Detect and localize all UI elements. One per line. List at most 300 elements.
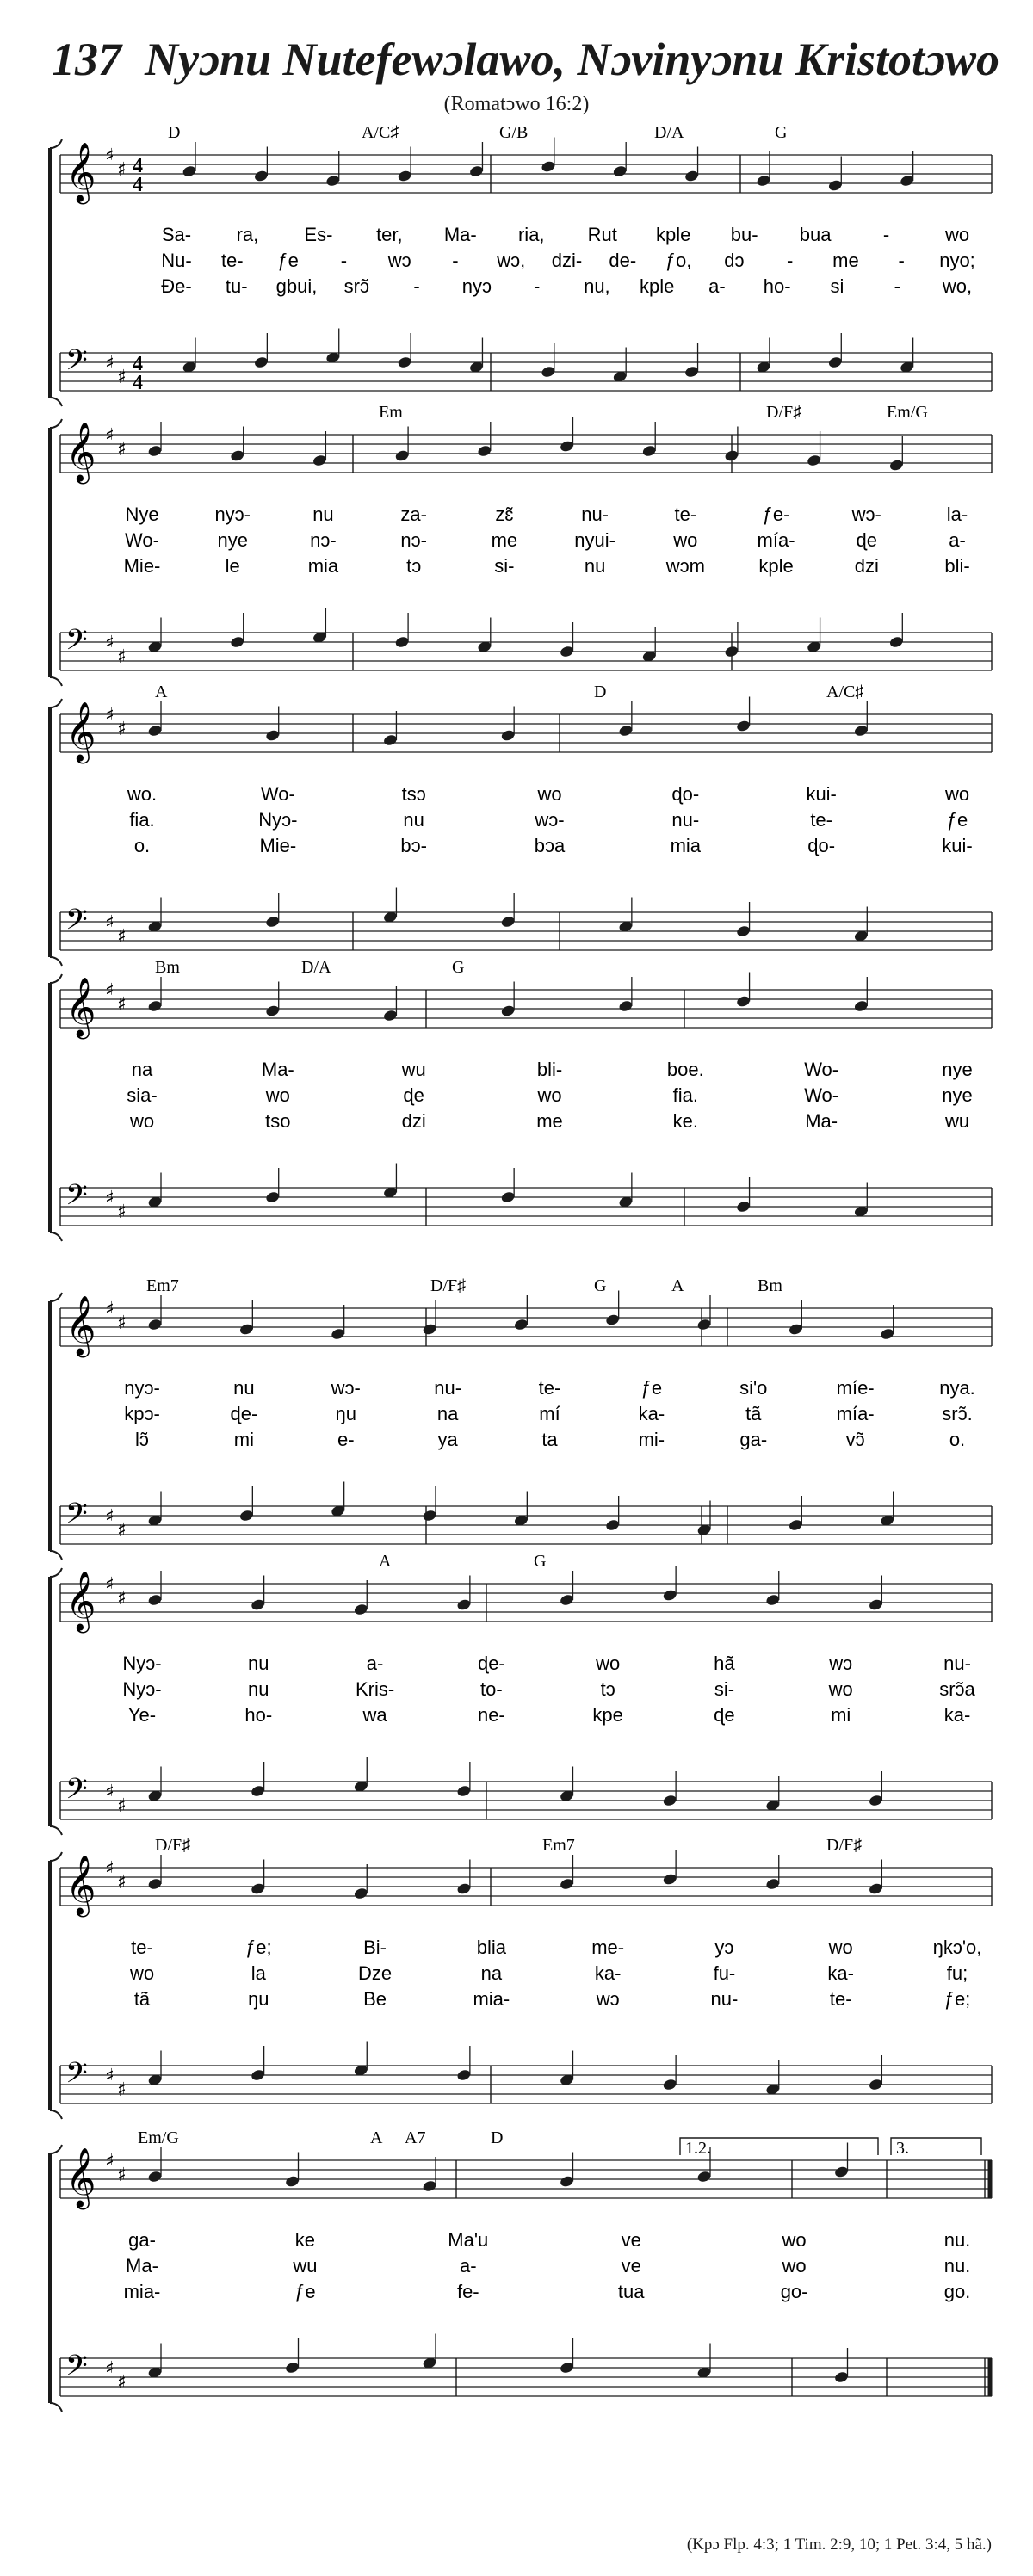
lyric-syllable: fe-: [456, 2281, 479, 2302]
chord-symbol: D: [491, 2128, 504, 2147]
lyric-syllable: me: [832, 250, 859, 271]
lyric-syllable: nu: [233, 1377, 255, 1399]
note-head: [541, 160, 556, 173]
lyric-syllable: bɔa: [534, 835, 566, 856]
lyric-syllable: wo: [265, 1084, 290, 1106]
lyric-syllable: te-: [538, 1377, 561, 1399]
chord-symbol: G/B: [499, 123, 529, 142]
lyric-syllable: wo: [129, 1962, 155, 1984]
lyric-syllable: ƒo,: [665, 250, 692, 271]
lyric-syllable: te-: [810, 809, 833, 831]
lyric-syllable: vɔ̃: [845, 1429, 865, 1450]
time-signature-top: 4: [133, 353, 143, 375]
sharp-icon: ♯: [117, 646, 127, 668]
note-head: [834, 2165, 850, 2178]
lyric-syllable: ve: [621, 2255, 641, 2276]
lyric-syllable: Wo-: [125, 529, 159, 551]
note-head: [724, 449, 739, 462]
lyric-syllable: Sa-: [161, 224, 192, 245]
chord-symbol: G: [775, 123, 788, 142]
note-head: [325, 174, 341, 187]
note-head: [251, 1882, 266, 1895]
bass-clef-icon: 𝄢: [65, 1179, 88, 1219]
lyric-syllable: nyɔ: [461, 275, 492, 297]
lyric-syllable: ɖe: [856, 529, 878, 551]
note-head: [251, 1784, 266, 1797]
chord-symbol: D: [594, 683, 607, 701]
system-5: [50, 1276, 992, 1560]
lyric-syllable: Dze: [358, 1962, 393, 1984]
lyric-syllable: go-: [780, 2281, 808, 2302]
lyric-syllable: a-: [366, 1652, 384, 1674]
lyric-syllable: ƒe: [946, 809, 968, 831]
lyric-syllable: wo: [944, 783, 970, 805]
lyric-syllable: nu: [248, 1678, 269, 1700]
treble-clef-icon: 𝄞: [65, 701, 96, 762]
lyric-syllable: Nyɔ-: [122, 1678, 162, 1700]
note-head: [147, 1318, 163, 1331]
sharp-icon: ♯: [105, 1858, 114, 1880]
lyric-syllable: bli-: [536, 1059, 563, 1080]
note-head: [500, 1004, 516, 1017]
sharp-icon: ♯: [117, 439, 127, 460]
note-head: [251, 2068, 266, 2081]
treble-clef-icon: 𝄞: [65, 142, 96, 202]
lyric-syllable: nɔ-: [310, 529, 337, 551]
lyric-syllable: ƒe: [640, 1377, 663, 1399]
sharp-icon: ♯: [105, 633, 114, 654]
lyric-syllable: srɔ̃a: [939, 1678, 975, 1700]
lyric-syllable: lɔ̃: [135, 1429, 149, 1450]
note-head: [696, 1318, 712, 1331]
lyric-syllable: mía-: [836, 1403, 875, 1424]
lyric-syllable: nu-: [943, 1652, 971, 1674]
lyric-syllable: -: [413, 275, 420, 297]
lyric-syllable: ta: [541, 1429, 558, 1450]
lyric-syllable: me: [536, 1110, 563, 1132]
lyric-syllable: si'o: [739, 1377, 768, 1399]
note-head: [900, 174, 915, 187]
lyric-syllable: wu: [401, 1059, 426, 1080]
lyric-syllable: na: [131, 1059, 153, 1080]
lyric-syllable: Bi-: [363, 1937, 387, 1958]
lyric-syllable: dzi-: [551, 250, 583, 271]
lyric-syllable: Mie-: [259, 835, 297, 856]
system-8: [50, 2128, 992, 2412]
lyric-syllable: nya.: [939, 1377, 975, 1399]
lyric-syllable: Be: [363, 1988, 387, 2010]
bass-clef-icon: 𝄢: [65, 1773, 88, 1813]
lyric-syllable: tsɔ: [401, 783, 426, 805]
chord-symbol: A: [379, 1552, 392, 1571]
lyric-syllable: Ma-: [261, 1059, 294, 1080]
chord-symbol: D/A: [654, 123, 684, 142]
lyric-syllable: gbui,: [275, 275, 318, 297]
note-head: [736, 995, 752, 1008]
lyric-syllable: wɔ-: [535, 809, 565, 831]
treble-clef-icon: 𝄞: [65, 1855, 96, 1915]
note-head: [422, 1509, 437, 1522]
lyric-syllable: Ɖe-: [161, 275, 192, 297]
lyric-syllable: wo: [828, 1678, 853, 1700]
system-1: [50, 123, 992, 406]
lyric-syllable: nyo;: [939, 250, 975, 271]
lyric-syllable: ƒe: [277, 250, 299, 271]
note-head: [253, 170, 269, 182]
chord-symbol: A/C♯: [362, 123, 399, 142]
treble-clef-icon: 𝄞: [65, 2147, 96, 2208]
lyric-syllable: ɖe-: [230, 1403, 258, 1424]
note-head: [788, 1323, 803, 1336]
lyric-syllable: le: [225, 555, 240, 577]
lyric-syllable: mi-: [638, 1429, 665, 1450]
lyric-syllable: tɔ: [600, 1678, 615, 1700]
lyric-syllable: de-: [609, 250, 637, 271]
sharp-icon: ♯: [105, 2151, 114, 2172]
chord-symbol: Em7: [542, 1836, 575, 1855]
lyric-syllable: si-: [714, 1678, 735, 1700]
lyric-syllable: za-: [400, 503, 427, 525]
lyric-syllable: wo: [828, 1937, 853, 1958]
sharp-icon: ♯: [105, 1299, 114, 1320]
note-head: [641, 444, 657, 457]
bass-clef-icon: 𝄢: [65, 2350, 88, 2389]
treble-clef-icon: 𝄞: [65, 977, 96, 1037]
bass-clef-icon: 𝄢: [65, 624, 88, 664]
bass-clef-icon: 𝄢: [65, 2057, 88, 2097]
lyric-syllable: mía-: [757, 529, 795, 551]
time-signature-top: 4: [133, 155, 143, 177]
lyric-syllable: ke.: [672, 1110, 699, 1132]
note-head: [331, 1327, 346, 1340]
lyric-syllable: Nu-: [161, 250, 192, 271]
lyric-syllable: nyɔ-: [124, 1377, 160, 1399]
lyric-syllable: ria,: [517, 224, 545, 245]
lyric-syllable: wɔ-: [331, 1377, 361, 1399]
scripture-reference: (Romatɔwo 16:2): [443, 93, 590, 115]
lyric-syllable: kui-: [942, 835, 973, 856]
note-head: [736, 924, 752, 937]
lyric-syllable: o.: [949, 1429, 966, 1450]
lyric-syllable: la: [251, 1962, 266, 1984]
sharp-icon: ♯: [117, 1313, 127, 1334]
lyric-syllable: ƒe;: [943, 1988, 971, 2010]
note-head: [382, 1009, 398, 1022]
lyric-syllable: fia.: [129, 809, 155, 831]
note-head: [422, 1323, 437, 1336]
note-head: [147, 1877, 163, 1890]
lyric-syllable: wɔm: [665, 555, 705, 577]
lyric-syllable: mia-: [123, 2281, 161, 2302]
lyric-syllable: nu,: [584, 275, 610, 297]
note-head: [560, 645, 575, 658]
lyric-syllable: nu: [248, 1652, 269, 1674]
chord-symbol: D: [168, 123, 181, 142]
lyric-syllable: wɔ: [829, 1652, 853, 1674]
lyric-syllable: ƒe: [294, 2281, 316, 2302]
chord-symbol: G: [534, 1552, 547, 1571]
lyric-syllable: a-: [460, 2255, 477, 2276]
lyric-syllable: si-: [494, 555, 515, 577]
chord-symbol: Em/G: [887, 403, 928, 422]
note-head: [265, 915, 281, 928]
sharp-icon: ♯: [105, 425, 114, 447]
lyric-syllable: a-: [708, 275, 726, 297]
note-head: [560, 2361, 575, 2374]
lyric-syllable: wo: [596, 1652, 621, 1674]
chord-symbol: A/C♯: [826, 683, 864, 701]
lyric-syllable: mi: [831, 1704, 851, 1726]
note-head: [684, 170, 700, 182]
lyric-syllable: te-: [131, 1937, 153, 1958]
note-head: [560, 440, 575, 453]
lyric-syllable: boe.: [666, 1059, 704, 1080]
sharp-icon: ♯: [117, 994, 127, 1016]
note-head: [456, 2068, 472, 2081]
note-head: [868, 1882, 883, 1895]
lyric-syllable: wo: [944, 224, 970, 245]
note-head: [238, 1323, 254, 1336]
note-head: [765, 1877, 781, 1890]
treble-clef-icon: 𝄞: [65, 1295, 96, 1356]
note-head: [251, 1598, 266, 1611]
lyric-syllable: nye: [217, 529, 248, 551]
note-head: [756, 174, 771, 187]
lyric-syllable: to-: [480, 1678, 503, 1700]
note-head: [353, 1887, 368, 1900]
lyric-syllable: wo,: [942, 275, 973, 297]
lyric-syllable: tu-: [225, 275, 248, 297]
sharp-icon: ♯: [117, 1202, 127, 1223]
lyric-syllable: wu: [293, 2255, 318, 2276]
lyric-syllable: ŋkɔ'o,: [932, 1937, 982, 1958]
lyric-syllable: e-: [337, 1429, 355, 1450]
lyric-syllable: Ma-: [805, 1110, 838, 1132]
song-title: Nyɔnu Nutefewɔlawo, Nɔvinyɔnu Kristotɔwo: [145, 34, 999, 85]
lyric-syllable: nu-: [710, 1988, 739, 2010]
note-head: [696, 2170, 712, 2183]
note-head: [736, 1200, 752, 1213]
lyric-syllable: wɔ: [596, 1988, 620, 2010]
note-head: [605, 1313, 621, 1326]
lyric-syllable: wo: [537, 1084, 562, 1106]
note-head: [724, 645, 739, 658]
lyric-syllable: hã: [714, 1652, 735, 1674]
chord-symbol: D/F♯: [766, 403, 802, 422]
system-7: [50, 1836, 992, 2119]
chord-symbol: Em/G: [138, 2128, 179, 2147]
note-head: [230, 449, 245, 462]
note-head: [500, 729, 516, 742]
lyric-syllable: te-: [829, 1988, 852, 2010]
lyric-syllable: ve: [621, 2229, 641, 2251]
chord-symbol: D/F♯: [430, 1276, 467, 1295]
note-head: [618, 999, 634, 1012]
sharp-icon: ♯: [105, 705, 114, 726]
note-head: [456, 1882, 472, 1895]
sharp-icon: ♯: [105, 2066, 114, 2087]
lyric-syllable: Wo-: [260, 783, 295, 805]
note-head: [834, 2370, 850, 2383]
lyric-syllable: te-: [674, 503, 697, 525]
note-head: [868, 1598, 883, 1611]
lyric-syllable: tã: [745, 1403, 762, 1424]
lyric-syllable: ho-: [763, 275, 791, 297]
song-number: 137: [52, 34, 121, 85]
lyric-syllable: nu: [312, 503, 334, 525]
note-head: [230, 635, 245, 648]
lyric-syllable: sia-: [127, 1084, 158, 1106]
lyric-syllable: kple: [656, 224, 691, 245]
lyric-syllable: me-: [591, 1937, 625, 1958]
sharp-icon: ♯: [117, 1520, 127, 1541]
lyric-syllable: -: [452, 250, 459, 271]
sharp-icon: ♯: [117, 1872, 127, 1893]
lyric-syllable: tso: [265, 1110, 291, 1132]
note-head: [182, 164, 197, 177]
lyric-syllable: Nyɔ-: [122, 1652, 162, 1674]
lyric-syllable: ter,: [376, 224, 403, 245]
lyric-syllable: blia: [476, 1937, 506, 1958]
lyric-syllable: fu;: [946, 1962, 968, 1984]
lyric-syllable: wa: [362, 1704, 387, 1726]
chord-symbol: A: [155, 683, 168, 701]
lyric-syllable: Nyɔ-: [258, 809, 298, 831]
lyric-syllable: bua: [799, 224, 832, 245]
bass-clef-icon: 𝄢: [65, 344, 88, 384]
sharp-icon: ♯: [117, 1795, 127, 1817]
system-6: [50, 1552, 992, 1835]
chord-symbol: Em: [379, 403, 403, 422]
note-head: [788, 1518, 803, 1531]
sharp-icon: ♯: [117, 367, 127, 388]
lyric-syllable: ɖo-: [807, 835, 836, 856]
sharp-icon: ♯: [105, 353, 114, 374]
note-head: [827, 179, 843, 192]
note-head: [662, 1589, 677, 1602]
note-head: [684, 365, 700, 378]
note-head: [513, 1318, 529, 1331]
lyric-syllable: yɔ: [714, 1937, 734, 1958]
sharp-icon: ♯: [105, 145, 114, 167]
lyric-syllable: go.: [943, 2281, 971, 2302]
lyric-syllable: na: [480, 1962, 503, 1984]
system-3: [50, 683, 992, 966]
sharp-icon: ♯: [105, 912, 114, 934]
note-head: [560, 1593, 575, 1606]
lyric-syllable: wo.: [127, 783, 158, 805]
note-head: [662, 2078, 677, 2091]
note-head: [422, 2179, 437, 2192]
lyric-syllable: kui-: [806, 783, 837, 805]
lyric-syllable: ka-: [594, 1962, 622, 1984]
sharp-icon: ♯: [117, 2079, 127, 2101]
lyric-syllable: ŋu: [248, 1988, 269, 2010]
lyric-syllable: ka-: [638, 1403, 665, 1424]
lyric-syllable: o.: [133, 835, 151, 856]
sharp-icon: ♯: [117, 1588, 127, 1609]
note-head: [888, 635, 904, 648]
lyric-syllable: ƒe-: [762, 503, 790, 525]
lyric-syllable: na: [436, 1403, 459, 1424]
lyric-syllable: wo: [782, 2255, 807, 2276]
lyric-syllable: fia.: [672, 1084, 699, 1106]
ending-label: 3.: [896, 2139, 909, 2158]
lyric-syllable: Nye: [125, 503, 159, 525]
lyric-syllable: wɔ,: [497, 250, 526, 271]
lyric-syllable: Es-: [304, 224, 333, 245]
lyric-syllable: wu: [944, 1110, 970, 1132]
note-head: [868, 2078, 883, 2091]
note-head: [500, 1190, 516, 1203]
lyric-syllable: Wo-: [804, 1084, 839, 1106]
lyric-syllable: Wo-: [804, 1059, 839, 1080]
lyric-syllable: ƒe;: [244, 1937, 272, 1958]
lyric-syllable: si: [830, 275, 844, 297]
bass-clef-icon: 𝄢: [65, 904, 88, 943]
note-head: [147, 444, 163, 457]
lyric-syllable: ɖe: [403, 1084, 424, 1106]
lyric-syllable: ga-: [128, 2229, 156, 2251]
note-head: [618, 724, 634, 737]
note-head: [382, 733, 398, 746]
lyric-syllable: wɔ-: [851, 503, 881, 525]
chord-symbol: A7: [405, 2128, 426, 2147]
lyric-syllable: Ma-: [443, 224, 477, 245]
lyric-syllable: kple: [639, 275, 675, 297]
note-head: [397, 170, 412, 182]
lyric-syllable: tɔ: [406, 555, 422, 577]
note-head: [285, 2175, 300, 2188]
note-head: [353, 1603, 368, 1615]
lyric-syllable: -: [786, 250, 794, 271]
note-head: [312, 454, 327, 466]
lyric-syllable: nye: [942, 1084, 973, 1106]
lyric-syllable: wo: [129, 1110, 155, 1132]
note-head: [147, 1593, 163, 1606]
sharp-icon: ♯: [117, 926, 127, 948]
note-head: [147, 2170, 163, 2183]
note-head: [469, 164, 485, 177]
sharp-icon: ♯: [105, 1506, 114, 1528]
note-head: [880, 1327, 895, 1340]
lyric-syllable: ho-: [244, 1704, 273, 1726]
lyric-syllable: srɔ̃.: [942, 1403, 973, 1424]
sharp-icon: ♯: [117, 2165, 127, 2186]
sharp-icon: ♯: [105, 1782, 114, 1803]
lyric-syllable: tã: [133, 1988, 151, 2010]
lyric-syllable: ɖo-: [671, 783, 700, 805]
sharp-icon: ♯: [105, 1574, 114, 1596]
lyric-syllable: mia: [307, 555, 339, 577]
chord-symbol: D/A: [301, 958, 331, 977]
lyric-syllable: Kris-: [355, 1678, 395, 1700]
lyric-syllable: ga-: [739, 1429, 768, 1450]
note-head: [253, 355, 269, 368]
lyric-syllable: -: [898, 250, 905, 271]
chord-symbol: A: [671, 1276, 684, 1295]
treble-clef-icon: 𝄞: [65, 422, 96, 482]
note-head: [285, 2361, 300, 2374]
lyric-syllable: nɔ-: [400, 529, 427, 551]
lyric-syllable: wɔ: [387, 250, 411, 271]
lyric-syllable: nu: [584, 555, 606, 577]
note-head: [541, 365, 556, 378]
chord-symbol: Bm: [758, 1276, 782, 1295]
note-head: [827, 355, 843, 368]
sharp-icon: ♯: [105, 1188, 114, 1209]
note-head: [853, 724, 869, 737]
